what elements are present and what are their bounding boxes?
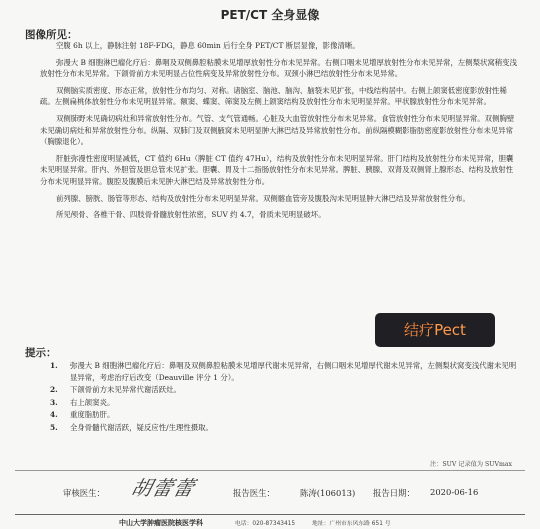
hint-item	[50, 422, 520, 434]
finding-paragraph: 弥漫大 B 细胞淋巴瘤化疗后：鼻咽及双侧鼻腔粘膜未见增厚放射性分布未见异常。右侧口咽未见增厚放射性分布未见异常，左侧梨状窝稍变浅放射性分布未见异常。下颌骨前方未见明显占位性病变及异常放射性分布。双颈小淋巴结放射性分布未见异常。	[40, 57, 517, 79]
hospital-address: 地址：广州市东风东路 651 号	[312, 521, 391, 527]
finding-paragraph: 所见颅骨、各椎干骨、四肢骨骨髓放射性浓密，SUV 约 4.7，骨质未见明显破坏。	[56, 210, 326, 220]
hint-text: 弥漫大 B 细胞淋巴瘤化疗后：鼻咽及双侧鼻腔粘膜未见增厚代谢未见异常，右侧口咽未见增厚代谢未见异常，左侧梨状窝变浅代谢未见明显异常，考虑治疗后改变（Deauville 评分 1 分）。	[70, 361, 517, 382]
hint-item	[50, 384, 520, 396]
findings-label: 图像所见：	[25, 29, 78, 41]
hint-text: 右上颌窦炎。	[70, 397, 115, 407]
reviewer-label: 审核医生：	[63, 488, 105, 498]
reviewer-signature: 胡蕾蕾	[128, 476, 198, 500]
reporter-label: 报告医生：	[233, 488, 275, 498]
watermark-prefix: 结疗	[404, 321, 435, 339]
hint-text: 全身骨髓代谢活跃，疑反应性/生理性摄取。	[70, 422, 213, 432]
finding-paragraph: 双侧肺野未见确切病灶和异常放射性分布。气管、支气管通畅。心脏及大血管放射性分布未见异常。食管放射性分布未见明显异常。双侧胸壁未见确切病灶和异常放射性分布。纵隔、双肺门及双侧腋窝未见明显肿大淋巴结及异常放射性分布。前纵隔模糊影脂肪密度影放射性分布未见异常（胸腺退化）。	[40, 113, 515, 147]
reporter-name: 陈涛(106013)	[300, 488, 356, 498]
hint-item	[50, 397, 520, 409]
hints-label: 提示：	[25, 347, 57, 359]
findings-section	[40, 40, 520, 226]
date-label: 报告日期：	[373, 488, 415, 498]
hint-text: 重度脂肪肝。	[70, 410, 115, 420]
hint-number: 1.	[50, 361, 58, 370]
hint-number: 4.	[50, 410, 58, 420]
hint-number: 3.	[50, 397, 58, 407]
bottom-divider	[15, 514, 525, 515]
divider-line	[15, 470, 525, 471]
finding-paragraph: 双侧脑实质密度、形态正常，放射性分布均匀、对称。诸脑室、脑池、脑沟、脑裂未见扩张，中线结构居中。右侧上颌窦低密度影放射性稀疏。左侧扁桃体放射性分布未见明显异常。额窦、蝶窦、筛窦及左侧上颌窦结构及放射性分布未见明显异常。甲状腺放射性分布未见异常。	[40, 85, 507, 107]
hint-item	[50, 409, 520, 421]
watermark-rest: Pect	[434, 321, 466, 339]
hospital-phone: 电话：020-87343415	[235, 521, 296, 527]
hospital-name: 中山大学肿瘤医院核医学科	[119, 519, 203, 527]
signature-row	[0, 487, 540, 501]
finding-paragraph: 空腹 6h 以上，静脉注射 18F-FDG，静息 60min 后行全身 PET/CT 断层显像，影像清晰。	[56, 41, 360, 50]
finding-paragraph: 肝脏弥漫性密度明显减低，CT 值约 6Hu（脾脏 CT 值约 47Hu），结构及放射性分布未见明显异常。肝门结构及放射性分布未见异常，胆囊未见明显异常。肝内、外胆管及胆总管未见扩张。胆囊、胃及十二指肠放射性分布未见异常。脾脏、胰腺、双肾及双侧肾上腺形态、结构及放射性分布未见明显异常。腹腔及腹膜后未见肿大淋巴结及异常放射性分布。	[40, 153, 514, 186]
suv-note: 注：SUV 记录值为 SUVmax	[430, 461, 512, 468]
report-title: PET/CT 全身显像	[220, 8, 320, 22]
hint-number: 5.	[50, 422, 58, 432]
report-date: 2020-06-16	[430, 487, 479, 497]
hint-text: 下颌骨前方未见异常代谢活跃灶。	[70, 385, 181, 395]
hint-number: 2.	[50, 385, 58, 395]
watermark-badge	[375, 313, 495, 347]
hint-item	[50, 360, 520, 383]
hints-list	[50, 360, 520, 435]
finding-paragraph: 前列腺、膀胱、肠管等形态、结构及放射性分布未见明显异常。双侧髂血管旁及腹股沟未见明显肿大淋巴结及异常放射性分布。	[56, 193, 470, 203]
